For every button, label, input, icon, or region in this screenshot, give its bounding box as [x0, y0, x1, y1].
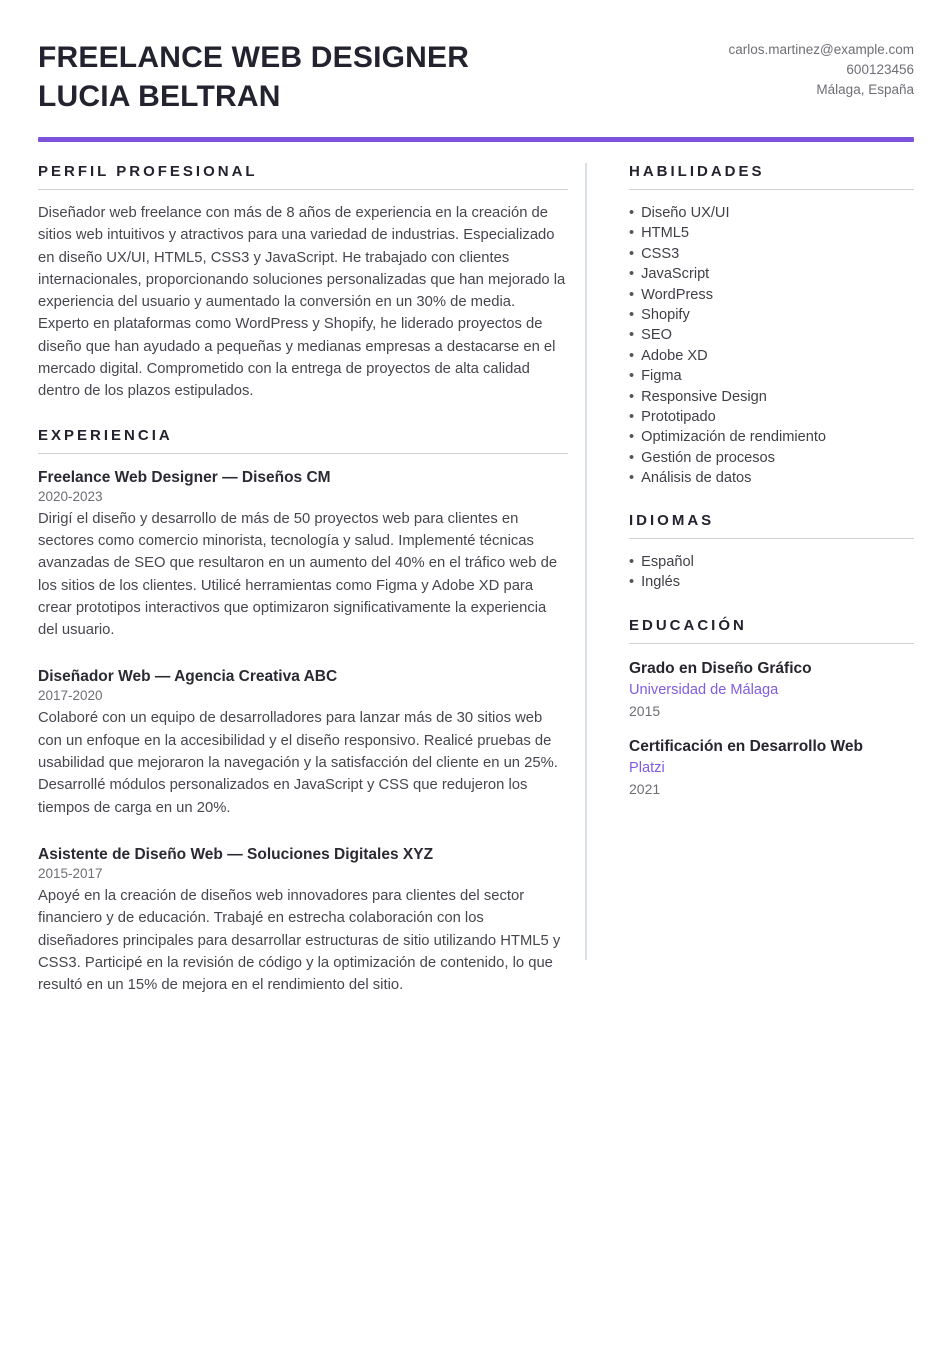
- section-profile: [38, 163, 568, 403]
- skill-item: • JavaScript: [629, 264, 914, 284]
- education-entry: [629, 737, 914, 799]
- section-languages: [629, 512, 914, 593]
- degree-title: Certificación en Desarrollo Web: [629, 737, 863, 755]
- skill-item: • Optimización de rendimiento: [629, 427, 914, 447]
- page-title: [38, 38, 469, 116]
- job-description: Colaboré con un equipo de desarrolladores para lanzar más de 30 sitios web con un enfoque en la accesibilidad y el diseño responsivo. Realicé pruebas de usabilidad que mejoraron la navegación y la satisfacción del cliente en un 25%. Desarrollé módulos personalizados en JavaScript y CSS que redujeron los tiempos de carga en un 20%.: [38, 710, 558, 816]
- contact-email: carlos.martinez@example.com: [728, 42, 914, 57]
- languages-heading: IDIOMAS: [629, 512, 914, 539]
- contact-location: Málaga, España: [816, 82, 914, 97]
- job-title: Diseñador Web — Agencia Creativa ABC: [38, 668, 338, 686]
- language-item: • Inglés: [629, 572, 914, 592]
- sidebar-column: [629, 163, 914, 996]
- skill-item: • Adobe XD: [629, 346, 914, 366]
- skill-item: • Shopify: [629, 305, 914, 325]
- job-entry: [38, 845, 568, 996]
- skill-item: • HTML5: [629, 223, 914, 243]
- content-columns: [38, 163, 914, 996]
- skills-list: [629, 203, 914, 489]
- skill-item: • Figma: [629, 366, 914, 386]
- main-column: [38, 163, 568, 996]
- header: [38, 38, 914, 116]
- skill-item: • Análisis de datos: [629, 468, 914, 488]
- experience-heading: EXPERIENCIA: [38, 427, 568, 454]
- skill-item: • Gestión de procesos: [629, 448, 914, 468]
- education-heading: EDUCACIÓN: [629, 617, 914, 644]
- column-divider: [585, 163, 587, 960]
- job-entry: [38, 468, 568, 642]
- title-role: FREELANCE WEB DESIGNER: [38, 41, 470, 74]
- job-dates: 2017-2020: [38, 688, 103, 704]
- education-entry: [629, 659, 914, 721]
- job-title: Freelance Web Designer — Diseños CM: [38, 468, 331, 486]
- title-block: [38, 38, 469, 116]
- job-entry: [38, 667, 568, 818]
- section-education: [629, 617, 914, 799]
- job-dates: 2020-2023: [38, 488, 103, 504]
- skill-item: • WordPress: [629, 285, 914, 305]
- skill-item: • Prototipado: [629, 407, 914, 427]
- title-name: LUCIA BELTRAN: [38, 80, 281, 113]
- contact-phone: 600123456: [846, 62, 914, 77]
- graduation-year: 2015: [629, 702, 661, 719]
- skill-item: • Diseño UX/UI: [629, 203, 914, 223]
- profile-heading: PERFIL PROFESIONAL: [38, 163, 568, 190]
- skill-item: • SEO: [629, 325, 914, 345]
- contact-info: [728, 38, 914, 100]
- skill-item: • CSS3: [629, 244, 914, 264]
- language-item: • Español: [629, 552, 914, 572]
- job-dates: 2015-2017: [38, 865, 103, 881]
- job-description: Apoyé en la creación de diseños web innovadores para clientes del sector financiero y de educación. Trabajé en estrecha colaboración con los diseñadores principales para desarrollar estructuras de sitio utilizando HTML5 y CSS3. Participé en la revisión de código y la optimización de contenido, lo que resultó en un 15% de mejora en el rendimiento del sitio.: [38, 887, 561, 994]
- graduation-year: 2021: [629, 780, 661, 797]
- institution-name: Universidad de Málaga: [629, 681, 779, 698]
- job-description: Dirigí el diseño y desarrollo de más de 50 proyectos web para clientes en sectores como comercio minorista, tecnología y salud. Implementé técnicas avanzadas de SEO que resultaron en un aumento del 40% en el tráfico web de los sitios de los clientes. Utilicé herramientas como Figma y Adobe XD para crear prototipos interactivos que optimizaron significativamente la experiencia del usuario.: [38, 510, 558, 639]
- section-skills: [629, 163, 914, 489]
- degree-title: Grado en Diseño Gráfico: [629, 659, 812, 677]
- job-title: Asistente de Diseño Web — Soluciones Digitales XYZ: [38, 845, 434, 863]
- skills-heading: HABILIDADES: [629, 163, 914, 190]
- languages-list: [629, 552, 914, 593]
- section-experience: [38, 427, 568, 997]
- profile-text: Diseñador web freelance con más de 8 años de experiencia en la creación de sitios web intuitivos y atractivos para una variedad de industrias. Especializado en diseño UX/UI, HTML5, CSS3 y JavaScript. He trabajado con clientes internacionales, proporcionando soluciones personalizadas que han mejorado la experiencia del usuario y aumentado la conversión en un 30% de media. Experto en plataformas como WordPress y Shopify, he liderado proyectos de diseño que han ayudado a pequeñas y medianas empresas a destacarse en el mercado digital. Comprometido con la entrega de proyectos de alta calidad dentro de los plazos estipulados.: [38, 205, 566, 400]
- skill-item: • Responsive Design: [629, 387, 914, 407]
- accent-bar: [38, 137, 914, 142]
- institution-name: Platzi: [629, 759, 665, 776]
